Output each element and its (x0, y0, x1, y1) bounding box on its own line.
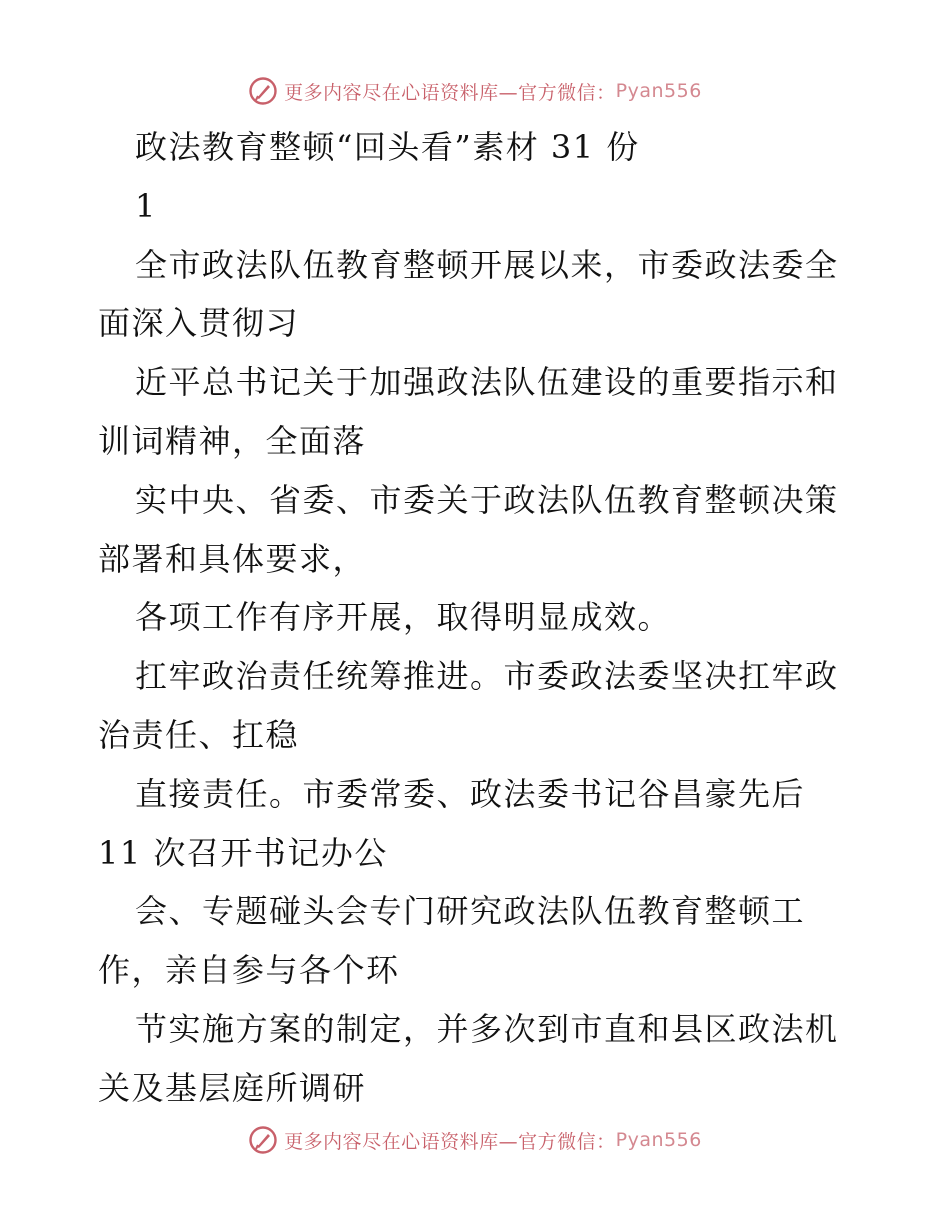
text-line: 治责任、扛稳 (98, 715, 300, 754)
header-watermark (0, 71, 950, 111)
watermark-text: 更多内容尽在心语资料库—官方微信： (284, 1130, 616, 1153)
text-line: 实中央、省委、市委关于政法队伍教育整顿决策 (135, 480, 839, 519)
text-line: 1 (135, 186, 157, 225)
text-line: 会、专题碰头会专门研究政法队伍教育整顿工 (135, 892, 806, 931)
text-line: 关及基层庭所调研 (98, 1068, 367, 1107)
text-line: 11 次召开书记办公 (98, 833, 388, 872)
watermark-text: 更多内容尽在心语资料库—官方微信： (284, 81, 616, 104)
text-line: 训词精神，全面落 (98, 421, 367, 460)
watermark-wechat-id: Pyan556 (615, 80, 702, 102)
text-line: 部署和具体要求， (98, 539, 367, 578)
feather-pen-circle-icon (248, 76, 278, 106)
text-line: 扛牢政治责任统筹推进。市委政法委坚决扛牢政 (135, 657, 839, 696)
text-line: 节实施方案的制定，并多次到市直和县区政法机 (135, 1009, 839, 1048)
text-line: 全市政法队伍教育整顿开展以来，市委政法委全 (135, 245, 839, 284)
text-line: 各项工作有序开展，取得明显成效。 (135, 598, 672, 637)
document-title: 政法教育整顿“回头看”素材 31 份 (135, 128, 640, 166)
document-body (98, 118, 858, 1118)
watermark-wechat-id: Pyan556 (615, 1129, 702, 1151)
feather-pen-circle-icon (248, 1125, 278, 1155)
text-line: 面深入贯彻习 (98, 304, 300, 343)
text-line: 近平总书记关于加强政法队伍建设的重要指示和 (135, 363, 839, 402)
text-line: 直接责任。市委常委、政法委书记谷昌豪先后 (135, 774, 806, 813)
text-line: 作，亲自参与各个环 (98, 951, 400, 990)
footer-watermark (0, 1120, 950, 1160)
